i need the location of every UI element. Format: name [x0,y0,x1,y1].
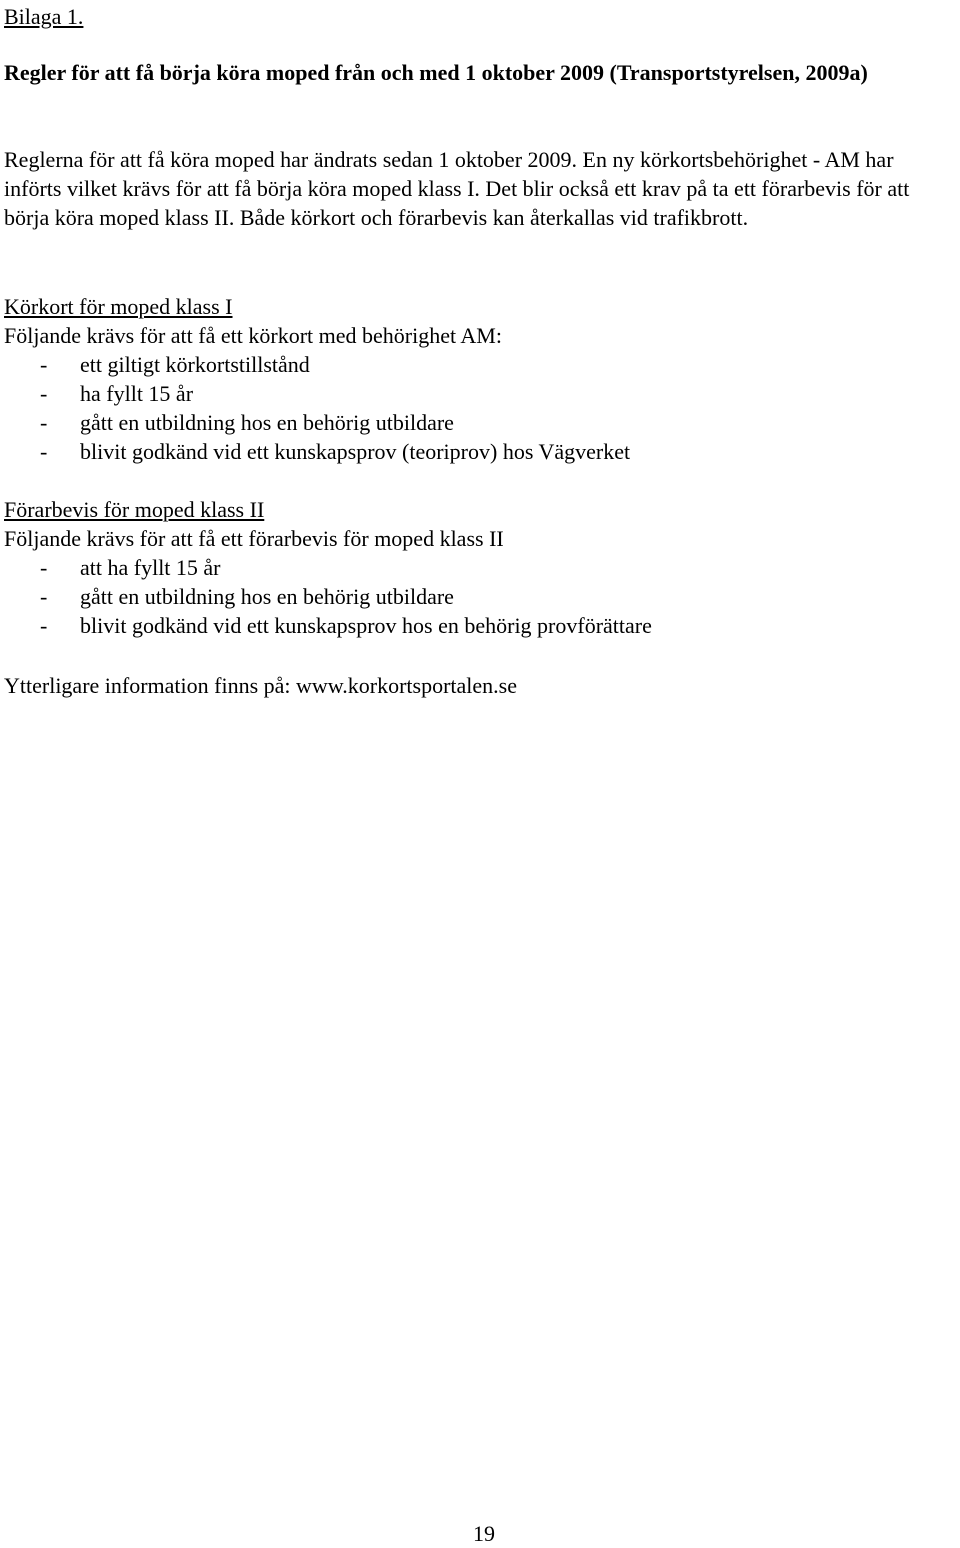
list-item-text: blivit godkänd vid ett kunskapsprov hos en behörig provförättare [80,613,652,638]
list-marker: - [40,613,48,638]
list-item-text: ett giltigt körkortstillstånd [80,352,310,377]
page-number: 19 [473,1521,495,1546]
list-item-text: ha fyllt 15 år [80,381,194,406]
requirements-list [4,350,954,466]
list-item [4,437,954,466]
annex-label: Bilaga 1. [4,4,84,29]
list-item [4,350,954,379]
section-lead: Följande krävs för att få ett körkort med behörighet AM: [4,323,502,348]
list-marker: - [40,381,48,406]
list-marker: - [40,439,48,464]
list-item [4,553,954,582]
list-marker: - [40,352,48,377]
list-marker: - [40,555,48,580]
section-heading: Förarbevis för moped klass II [4,497,265,522]
list-item [4,582,954,611]
requirements-list [4,553,954,640]
section-heading: Körkort för moped klass I [4,294,233,319]
list-marker: - [40,410,48,435]
list-item-text: blivit godkänd vid ett kunskapsprov (teoriprov) hos Vägverket [80,439,631,464]
list-item [4,379,954,408]
section-moped-class-2 [4,495,954,640]
list-marker: - [40,584,48,609]
intro-paragraph: Reglerna för att få köra moped har ändrats sedan 1 oktober 2009. En ny körkortsbehörighet - AM har införts vilket krävs för att få börja köra moped klass I. Det blir också ett krav på ta ett förarbevis för att börja köra moped klass II. Både körkort och förarbevis kan återkallas vid trafikbrott. [4,147,910,230]
document-title: Regler för att få börja köra moped från och med 1 oktober 2009 (Transportstyrelsen, 2009a) [4,60,868,85]
list-item-text: att ha fyllt 15 år [80,555,221,580]
list-item [4,611,954,640]
section-moped-class-1 [4,292,954,466]
section-lead: Följande krävs för att få ett förarbevis för moped klass II [4,526,504,551]
list-item-text: gått en utbildning hos en behörig utbildare [80,584,454,609]
list-item-text: gått en utbildning hos en behörig utbildare [80,410,454,435]
list-item [4,408,954,437]
more-info-line: Ytterligare information finns på: www.korkortsportalen.se [4,673,517,698]
